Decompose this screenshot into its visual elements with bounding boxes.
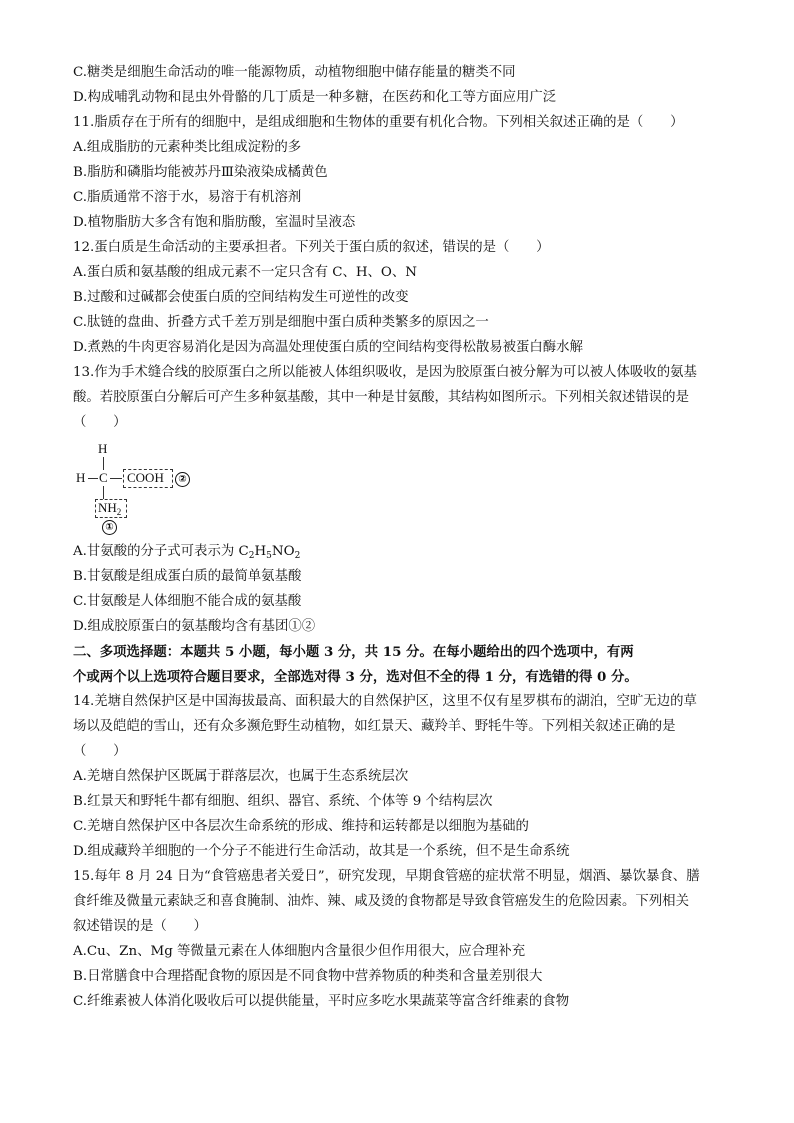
q12-stem: 12.蛋白质是生命活动的主要承担者。下列关于蛋白质的叙述，错误的是（ ） — [73, 240, 550, 255]
struct-nh2: $NH_2$ — [98, 500, 122, 517]
q13-stem-line2: 酸。若胶原蛋白分解后可产生多种氨基酸，其中一种是甘氨酸，其结构如图所示。下列相关叙述错误的是 — [73, 390, 689, 405]
q15-option-c: C.纤维素被人体消化吸收后可以提供能量，平时应多吃水果蔬菜等富含纤维素的食物 — [73, 994, 570, 1009]
struct-carbon: C — [99, 470, 108, 485]
q13-option-c: C.甘氨酸是人体细胞不能合成的氨基酸 — [73, 594, 302, 609]
bond-c-cooh — [110, 478, 122, 479]
q15-stem-line2: 食纤维及微量元素缺乏和喜食腌制、油炸、辣、咸及烫的食物都是导致食管癌发生的危险因素。下列相关 — [73, 894, 689, 909]
bond-c-nh2 — [103, 486, 104, 499]
q11-option-d: D.植物脂肪大多含有饱和脂肪酸，室温时呈液态 — [73, 215, 356, 230]
glycine-structure-figure — [76, 442, 216, 538]
q14-stem-line1: 14.羌塘自然保护区是中国海拔最高、面积最大的自然保护区，这里不仅有星罗棋布的湖泊，空旷无边的草 — [73, 694, 697, 709]
q15-stem-line3: 叙述错误的是（ ） — [73, 919, 207, 934]
struct-h-left: H — [76, 470, 86, 485]
q12-option-d: D.煮熟的牛肉更容易消化是因为高温处理使蛋白质的空间结构变得松散易被蛋白酶水解 — [73, 340, 583, 355]
struct-h-top: H — [98, 441, 108, 456]
q10-option-c: C.糖类是细胞生命活动的唯一能源物质，动植物细胞中储存能量的糖类不同 — [73, 65, 516, 80]
q14-option-b: B.红景天和野牦牛都有细胞、组织、器官、系统、个体等 9 个结构层次 — [73, 794, 493, 809]
q12-option-b: B.过酸和过碱都会使蛋白质的空间结构发生可逆性的改变 — [73, 290, 409, 305]
section2-heading-line1: 二、多项选择题：本题共 5 小题，每小题 3 分，共 15 分。在每小题给出的四个选项中，有两 — [73, 644, 634, 660]
q11-stem: 11.脂质存在于所有的细胞中，是组成细胞和生物体的重要有机化合物。下列相关叙述正确的是（ ） — [73, 115, 684, 130]
q15-stem-line1: 15.每年 8 月 24 日为“食管癌患者关爱日”，研究发现，早期食管癌的症状常不明显，烟酒、暴饮暴食、膳 — [73, 869, 700, 884]
q10-option-d: D.构成哺乳动物和昆虫外骨骼的几丁质是一种多糖，在医药和化工等方面应用广泛 — [73, 90, 557, 105]
group-1-label: ① — [102, 520, 117, 535]
q11-option-c: C.脂质通常不溶于水，易溶于有机溶剂 — [73, 190, 302, 205]
q14-option-a: A.羌塘自然保护区既属于群落层次，也属于生态系统层次 — [73, 769, 409, 784]
q13-option-b: B.甘氨酸是组成蛋白质的最简单氨基酸 — [73, 569, 302, 584]
bond-h-c — [88, 478, 98, 479]
glycine-formula: $C_2H_5NO_2$ — [238, 544, 301, 561]
q14-answer-blank: （ ） — [73, 744, 127, 759]
q13-stem-line1: 13.作为手术缝合线的胶原蛋白之所以能被人体组织吸收，是因为胶原蛋白被分解为可以被人体吸收的氨基 — [73, 365, 697, 380]
q13-option-a: A.甘氨酸的分子式可表示为 $C_2H_5NO_2$ — [73, 544, 301, 561]
bond-c-h-top — [103, 457, 104, 470]
q15-option-b: B.日常膳食中合理搭配食物的原因是不同食物中营养物质的种类和含量差别很大 — [73, 969, 543, 984]
q14-option-c: C.羌塘自然保护区中各层次生命系统的形成、维持和运转都是以细胞为基础的 — [73, 819, 529, 834]
q11-option-a: A.组成脂肪的元素种类比组成淀粉的多 — [73, 140, 302, 155]
q12-option-c: C.肽链的盘曲、折叠方式千差万别是细胞中蛋白质种类繁多的原因之一 — [73, 315, 489, 330]
group-2-label: ② — [175, 472, 190, 487]
q13-option-d: D.组成胶原蛋白的氨基酸均含有基团①② — [73, 619, 316, 634]
section2-heading-line2: 个或两个以上选项符合题目要求，全部选对得 3 分，选对但不全的得 1 分，有选错的得 0 分。 — [73, 669, 638, 685]
q11-option-b: B.脂肪和磷脂均能被苏丹Ⅲ染液染成橘黄色 — [73, 165, 328, 180]
q13-answer-blank: （ ） — [73, 415, 127, 430]
struct-cooh: COOH — [127, 470, 164, 485]
q14-option-d: D.组成藏羚羊细胞的一个分子不能进行生命活动，故其是一个系统，但不是生命系统 — [73, 844, 570, 859]
q14-stem-line2: 场以及皑皑的雪山，还有众多濒危野生动植物，如红景天、藏羚羊、野牦牛等。下列相关叙述正确的是 — [73, 719, 676, 734]
q12-option-a: A.蛋白质和氨基酸的组成元素不一定只含有 C、H、O、N — [73, 265, 418, 280]
q15-option-a: A.Cu、Zn、Mg 等微量元素在人体细胞内含量很少但作用很大，应合理补充 — [73, 944, 526, 959]
